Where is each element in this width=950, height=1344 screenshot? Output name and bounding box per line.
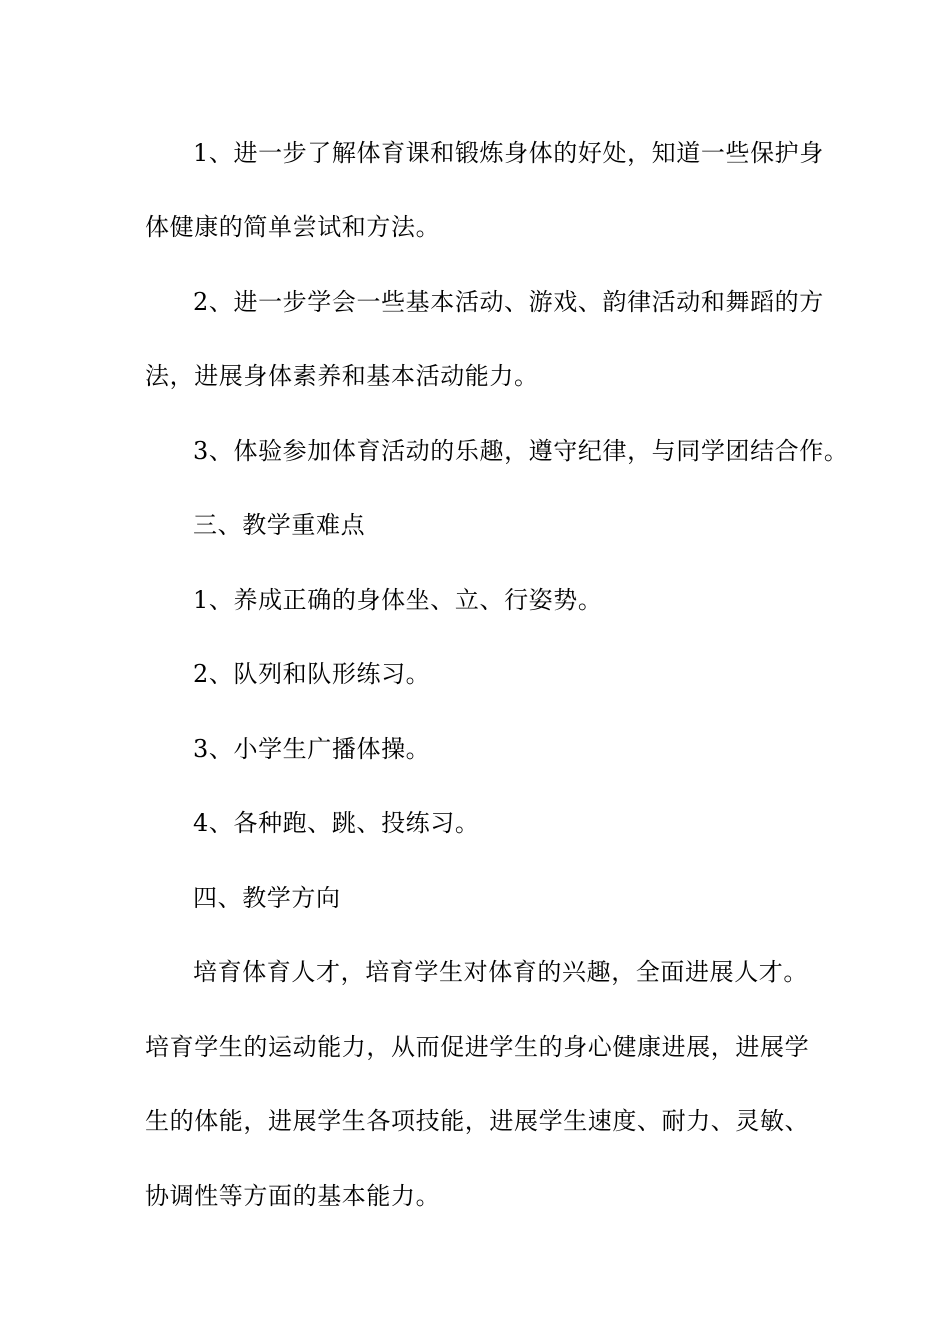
list-item: 1、养成正确的身体坐、立、行姿势。 (193, 586, 603, 614)
paragraph-line: 3、体验参加体育活动的乐趣，遵守纪律，与同学团结合作。 (193, 437, 849, 465)
paragraph-line: 体健康的简单尝试和方法。 (145, 213, 441, 241)
paragraph-line: 培育体育人才，培育学生对体育的兴趣，全面进展人才。 (193, 958, 808, 986)
paragraph-line: 法，进展身体素养和基本活动能力。 (145, 362, 539, 390)
paragraph-line: 1、进一步了解体育课和锻炼身体的好处，知道一些保护身 (193, 139, 824, 167)
list-item: 3、小学生广播体操。 (193, 735, 431, 763)
list-item: 2、队列和队形练习。 (193, 660, 431, 688)
section-heading: 三、教学重难点 (193, 511, 366, 539)
paragraph-line: 协调性等方面的基本能力。 (145, 1182, 441, 1210)
paragraph-line: 培育学生的运动能力，从而促进学生的身心健康进展，进展学 (145, 1033, 810, 1061)
paragraph-line: 2、进一步学会一些基本活动、游戏、韵律活动和舞蹈的方 (193, 288, 824, 316)
section-heading: 四、教学方向 (193, 884, 341, 912)
list-item: 4、各种跑、跳、投练习。 (193, 809, 480, 837)
paragraph-line: 生的体能，进展学生各项技能，进展学生速度、耐力、灵敏、 (145, 1107, 810, 1135)
